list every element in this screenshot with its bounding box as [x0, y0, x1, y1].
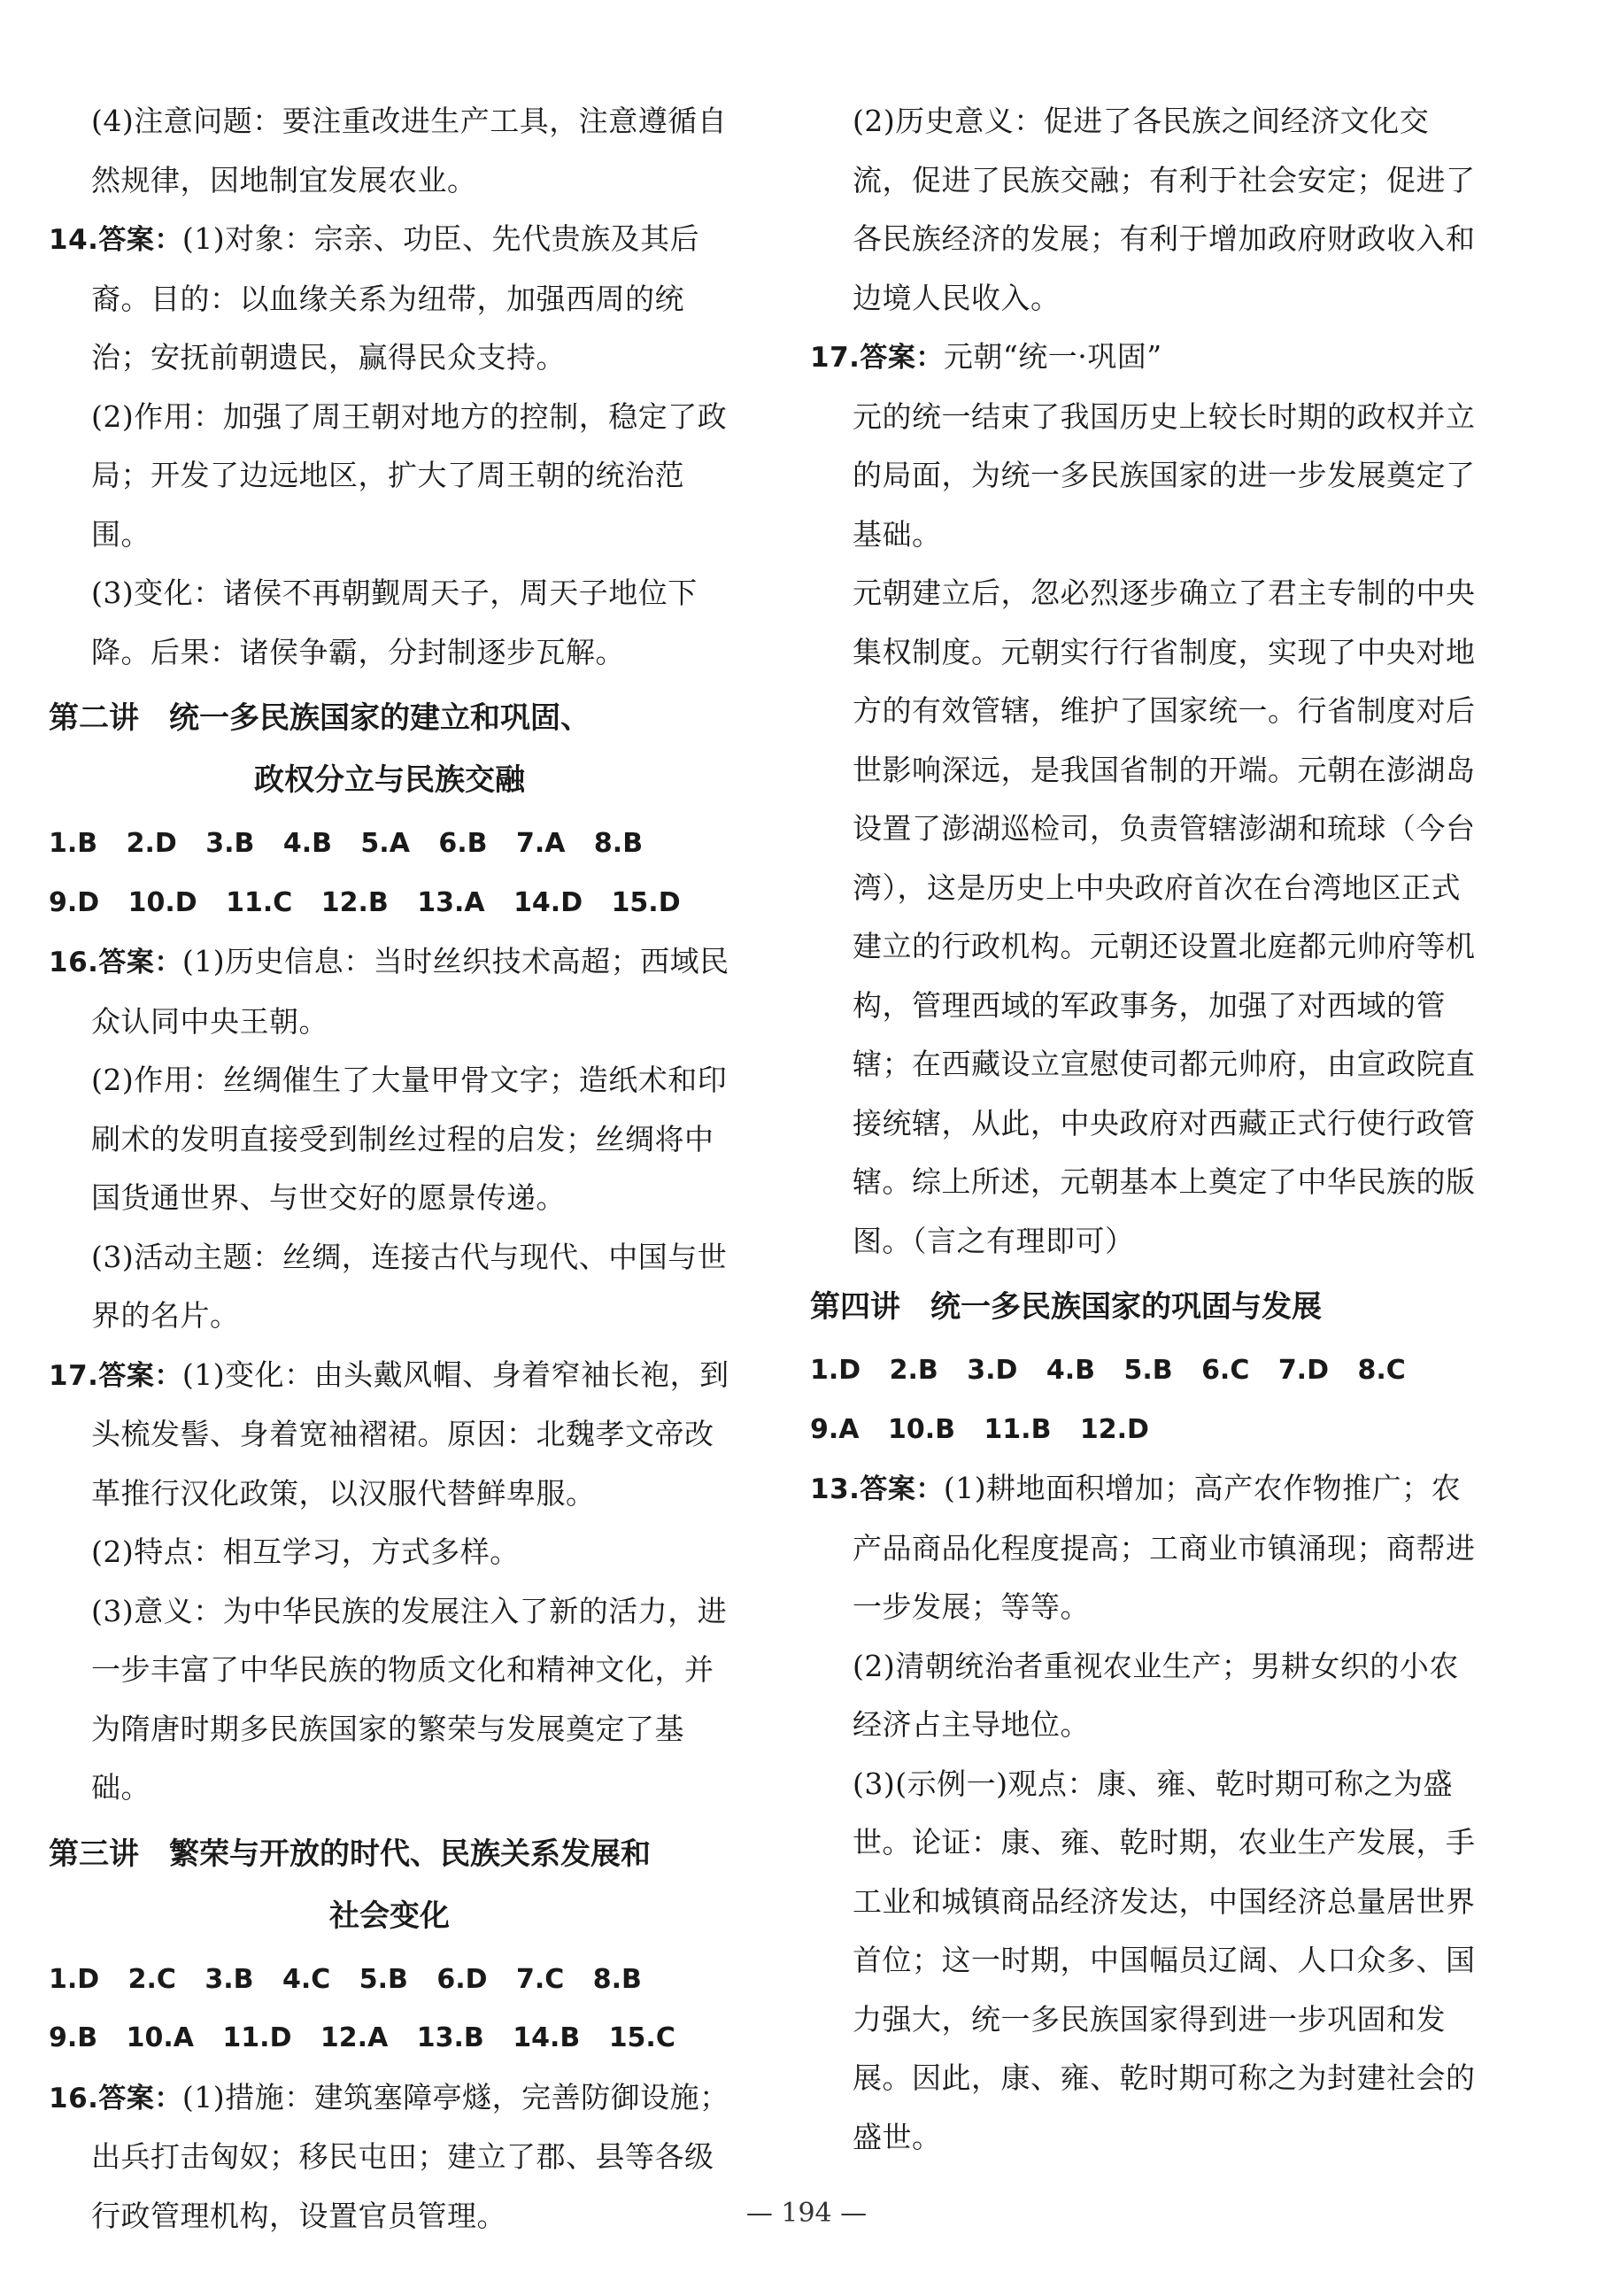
q14-answer: [49, 210, 730, 682]
q13-part2: (2)清朝统治者重视农业生产；男耕女织的小农经济占主导地位。: [853, 1648, 1459, 1742]
q13-part3: (3)(示例一)观点：康、雍、乾时期可称之为盛世。论证：康、雍、乾时期，农业生产发展，手工业和城镇商品经济发达，中国经济总量居世界首位；这一时期，中国幅员辽阔、人口众多、国力强大，统一多民族国家得到进一步巩固和发展。因此，康、雍、乾时期可称之为封建社会的盛世。: [853, 1766, 1476, 2154]
q13-part1: (1)耕地面积增加；高产农作物推广；农产品商品化程度提高；工商业市镇涌现；商帮进一步发展；等等。: [853, 1471, 1476, 1624]
mc-answer: 10.B: [887, 1413, 955, 1445]
section-2-answers-row2: [49, 874, 730, 933]
answer-label: 答案：: [98, 1359, 182, 1392]
mc-answer: 1.D: [49, 1963, 100, 1995]
mc-answer: 2.D: [126, 828, 177, 859]
mc-answer: 5.B: [359, 1963, 408, 1995]
mc-answer: 2.B: [889, 1355, 938, 1386]
mc-answer: 5.B: [1123, 1355, 1173, 1386]
section-3-title-line1: 第三讲 繁荣与开放的时代、民族关系发展和: [49, 1836, 651, 1872]
answer-label: 答案：: [98, 947, 182, 978]
mc-answer: 15.C: [608, 2022, 675, 2053]
mc-answer: 11.C: [226, 886, 293, 918]
q16-part2: (2)作用：丝绸催生了大量甲骨文字；造纸术和印刷术的发明直接受到制丝过程的启发；丝绸将中国货通世界、与世交好的愿景传递。: [91, 1063, 728, 1215]
section-4-heading: 第四讲 统一多民族国家的巩固与发展: [810, 1289, 1322, 1325]
mc-answer: 7.D: [1277, 1355, 1329, 1386]
section-2-title-line1: 第二讲 统一多民族国家的建立和巩固、: [49, 700, 590, 736]
mc-answer: 13.A: [417, 886, 485, 918]
mc-answer: 6.C: [1201, 1355, 1250, 1386]
q16b-part1: (1)措施：建筑塞障亭燧，完善防御设施；出兵打击匈奴；移民屯田；建立了郡、县等各级行政管理机构，设置官员管理。: [91, 2079, 729, 2233]
q17-part3: (3)意义：为中华民族的发展注入了新的活力，进一步丰富了中华民族的物质文化和精神文化，并为隋唐时期多民族国家的繁荣与发展奠定了基础。: [91, 1593, 728, 1805]
mc-answer: 7.C: [515, 1963, 565, 1995]
mc-answer: 1.B: [49, 828, 98, 859]
mc-answer: 14.B: [513, 2022, 581, 2053]
mc-answer: 7.A: [515, 828, 566, 859]
q17b-answer: [810, 328, 1483, 1271]
question-number: 13.: [810, 1473, 861, 1505]
mc-answer: 9.B: [49, 2022, 98, 2053]
mc-answer: 14.D: [513, 886, 583, 918]
q14-part3: (3)变化：诸侯不再朝觐周天子，周天子地位下降。后果：诸侯争霸，分封制逐步瓦解。: [91, 576, 698, 669]
answer-label: 答案：: [98, 2082, 182, 2114]
mc-answer: 10.A: [126, 2022, 194, 2053]
mc-answer: 10.D: [127, 886, 197, 918]
question-number: 14.: [49, 224, 99, 256]
mc-answer: 1.D: [810, 1355, 861, 1386]
q17-answer: [49, 1346, 730, 1818]
mc-answer: 9.A: [810, 1413, 860, 1445]
q17b-paragraph1: 元的统一结束了我国历史上较长时期的政权并立的局面，为统一多民族国家的进一步发展奠定了基础。: [853, 398, 1476, 552]
q17-part1: (1)变化：由头戴风帽、身着窄袖长袍，到头梳发髻、身着宽袖褶裙。原因：北魏孝文帝改革推行汉化政策，以汉服代替鲜卑服。: [91, 1357, 729, 1511]
q14-part2: (2)作用：加强了周王朝对地方的控制，稳定了政局；开发了边远地区，扩大了周王朝的统治范围。: [91, 398, 728, 552]
q16b-part2-text: (2)历史意义：促进了各民族之间经济文化交流，促进了民族交融；有利于社会安定；促进了各民族经济的发展；有利于增加政府财政收入和边境人民收入。: [853, 104, 1476, 315]
answer-label: 答案：: [860, 342, 944, 374]
section-2-title-line2: 政权分立与民族交融: [254, 762, 525, 798]
mc-answer: 4.C: [282, 1963, 331, 1995]
mc-answer: 2.C: [127, 1963, 176, 1995]
answer-label: 答案：: [860, 1473, 944, 1505]
mc-answer: 11.B: [984, 1413, 1052, 1445]
mc-answer: 4.B: [282, 828, 332, 859]
question-number: 17.: [810, 342, 861, 374]
mc-answer: 11.D: [222, 2022, 292, 2053]
mc-answer: 13.B: [416, 2022, 484, 2053]
mc-answer: 15.D: [611, 886, 681, 918]
mc-answer: 9.D: [49, 886, 100, 918]
mc-answer: 6.D: [436, 1963, 488, 1995]
section-3-title-line2: 社会变化: [329, 1898, 450, 1934]
section-3-heading: [49, 1823, 730, 1947]
page-number: — 194 —: [745, 2198, 868, 2229]
section-2-heading: [49, 687, 730, 811]
mc-answer: 12.B: [320, 886, 389, 918]
q16-part3: (3)活动主题：丝绸，连接古代与现代、中国与世界的名片。: [91, 1239, 728, 1333]
section-4-answers-row2: [810, 1401, 1483, 1460]
mc-answer: 12.A: [320, 2022, 389, 2053]
question-number: 16.: [49, 947, 99, 978]
question-number: 17.: [49, 1359, 99, 1392]
mc-answer: 4.B: [1046, 1355, 1096, 1386]
q17b-paragraph2: 元朝建立后，忽必烈逐步确立了君主专制的中央集权制度。元朝实行行省制度，实现了中央对地方的有效管辖，维护了国家统一。行省制度对后世影响深远，是我国省制的开端。元朝在澎湖岛设置了澎湖巡检司，负责管辖澎湖和琉球（今台湾），这是历史上中央政府首次在台湾地区正式建立的行政机构。元朝还设置北庭都元帅府等机构，管理西域的军政事务，加强了对西域的管辖；在西藏设立宣慰使司都元帅府，由宣政院直接统辖，从此，中央政府对西藏正式行使行政管辖。综上所述，元朝基本上奠定了中华民族的版图。（言之有理即可）: [853, 576, 1476, 1258]
answer-label: 答案：: [98, 224, 182, 256]
mc-answer: 12.D: [1079, 1413, 1149, 1445]
left-column: [49, 92, 730, 2246]
q13-answer: [810, 1459, 1483, 2167]
mc-answer: 8.B: [593, 828, 644, 859]
section-3-answers-row2: [49, 2009, 730, 2068]
mc-answer: 3.D: [967, 1355, 1018, 1386]
q17-part2: (2)特点：相互学习，方式多样。: [91, 1535, 520, 1569]
q17b-lead: 元朝“统一·巩固”: [943, 339, 1162, 374]
section-3-answers-row1: [49, 1951, 730, 2010]
q13-part4-text: (4)注意问题：要注重改进生产工具，注意遵循自然规律，因地制宜发展农业。: [91, 104, 728, 197]
q16-part1: (1)历史信息：当时丝织技术高超；西域民众认同中央王朝。: [91, 944, 729, 1039]
q16-answer: [49, 932, 730, 1346]
mc-answer: 3.B: [205, 1963, 254, 1995]
mc-answer: 5.A: [360, 828, 410, 859]
section-2-answers-row1: [49, 815, 730, 874]
mc-answer: 8.C: [1357, 1355, 1406, 1386]
mc-answer: 8.B: [592, 1963, 642, 1995]
question-number: 16.: [49, 2082, 99, 2114]
right-column: [810, 92, 1483, 2167]
section-4-answers-row1: [810, 1341, 1483, 1401]
q14-part1: (1)对象：宗亲、功臣、先代贵族及其后裔。目的：以血缘关系为纽带，加强西周的统治；安抚前朝遗民，赢得民众支持。: [91, 221, 700, 375]
mc-answer: 3.B: [205, 828, 255, 859]
mc-answer: 6.B: [438, 828, 488, 859]
